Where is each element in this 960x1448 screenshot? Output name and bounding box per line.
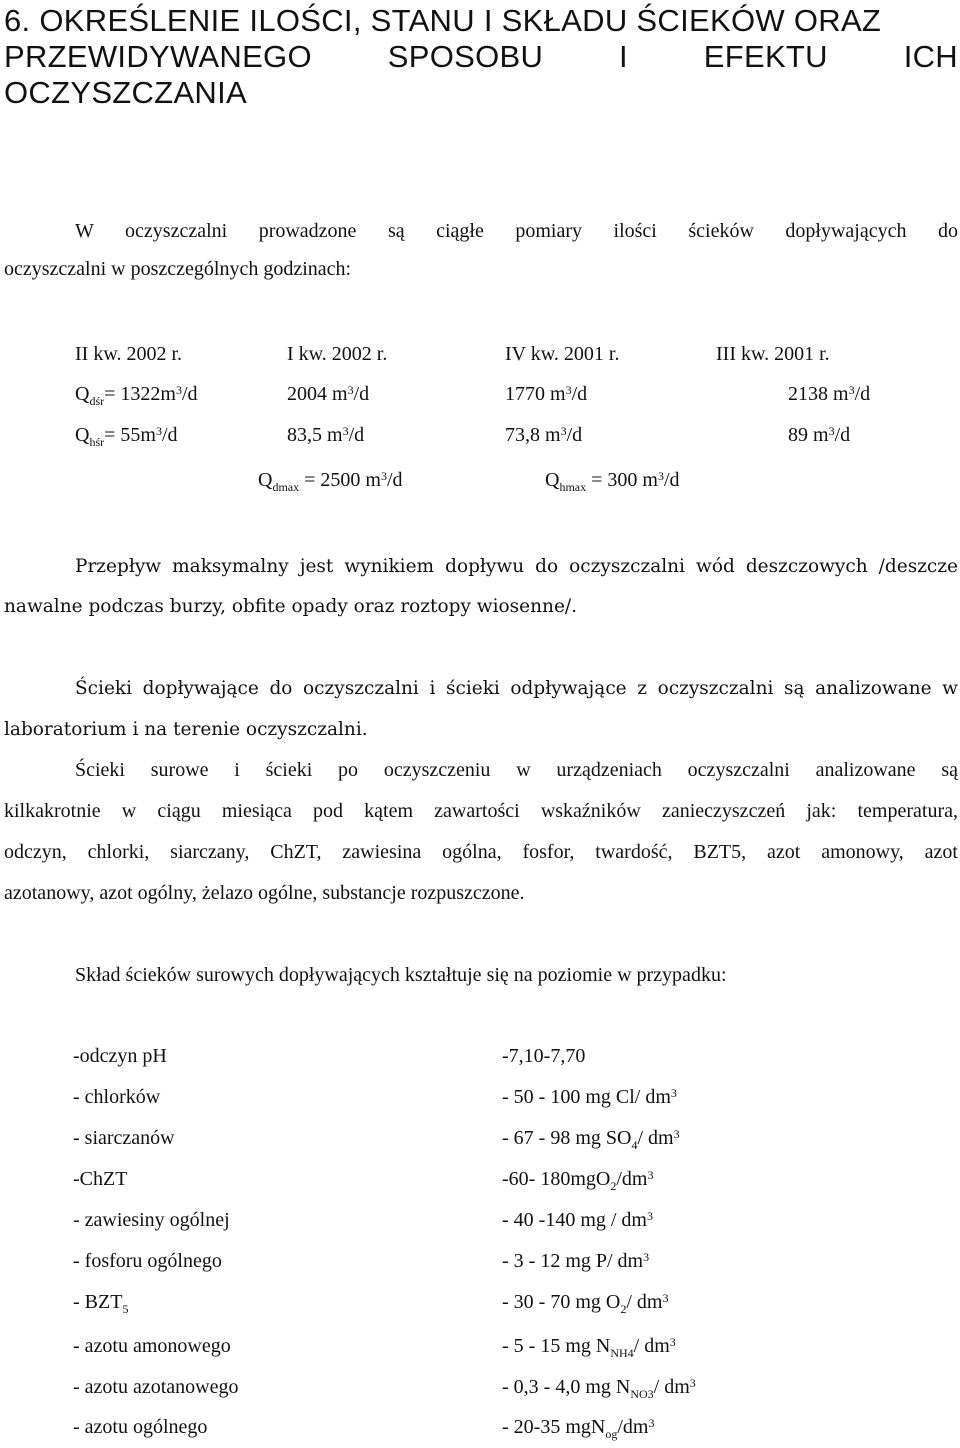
list-item-name: - azotu amonowego (73, 1335, 231, 1357)
list-item-value: - 30 - 70 mg $O_2/$ $dm^3$ (502, 1291, 669, 1316)
raw-sewage-line-2: kilkakrotnie w ciągu miesiąca pod kątem zawartości wskaźników zanieczyszczeń jak: temperatura, (4, 800, 958, 822)
heading-line-2: PRZEWIDYWANEGO SPOSOBU I EFEKTU ICH (4, 39, 958, 74)
q-daily-max: $Q_{dmax} = 2500$ $m^3/d$ (258, 469, 403, 494)
raw-sewage-line-1: Ścieki surowe i ścieki po oczyszczeniu w urządzeniach oczyszczalni analizowane są (75, 759, 958, 781)
q-daily-value-2: 2004 $m^3/d$ (287, 383, 370, 405)
q-hourly-value-2: 83,5 $m^3/d$ (287, 424, 365, 446)
q-hourly-value-3: 73,8 $m^3/d$ (505, 424, 583, 446)
quarter-4: III kw. 2001 r. (716, 343, 830, 365)
max-flow-line-1: Przepływ maksymalny jest wynikiem dopływu do oczyszczalni wód deszczowych /deszcze (75, 556, 958, 577)
list-item-name: - azotu ogólnego (73, 1416, 208, 1438)
q-hourly-value-4: 89 $m^3/d$ (788, 424, 851, 446)
list-item-value: - 0,3 - 4,0 mg $N_{NO3}/$ $dm^3$ (502, 1376, 696, 1401)
list-item-value: - 20-35 $mgN_{og}/dm^3$ (502, 1416, 655, 1441)
raw-sewage-line-3: odczyn, chlorki, siarczany, ChZT, zawiesina ogólna, fosfor, twardość, BZT5, azot amonowy, azot (4, 841, 958, 863)
lab-analysis-line-2: laboratorium i na terenie oczyszczalni. (4, 719, 368, 740)
list-item-value: - 50 - 100 mg Cl/ $dm^3$ (502, 1086, 677, 1108)
list-item-name: - siarczanów (73, 1127, 175, 1149)
heading-line-3: OCZYSZCZANIA (4, 75, 248, 110)
q-daily-value-3: 1770 $m^3/d$ (505, 383, 588, 405)
quarter-2: I kw. 2002 r. (287, 343, 388, 365)
list-item-name: - zawiesiny ogólnej (73, 1209, 230, 1231)
composition-intro: Skład ścieków surowych dopływających kształtuje się na poziomie w przypadku: (75, 964, 727, 986)
lab-analysis-line-1: Ścieki dopływające do oczyszczalni i ścieki odpływające z oczyszczalni są analizowane w (75, 678, 958, 699)
list-item-name: - fosforu ogólnego (73, 1250, 222, 1272)
q-daily-average: $Q_{dśr}= 1322m^3/d$ (75, 383, 198, 408)
list-item-value: - 3 - 12 mg P/ $dm^3$ (502, 1250, 650, 1272)
list-item-value: -7,10-7,70 (502, 1045, 586, 1067)
q-daily-value-4: 2138 $m^3/d$ (788, 383, 871, 405)
list-item-name: -odczyn pH (73, 1045, 167, 1067)
heading-line-1: 6. OKREŚLENIE ILOŚCI, STANU I SKŁADU ŚCIEKÓW ORAZ (4, 3, 882, 38)
quarter-3: IV kw. 2001 r. (505, 343, 620, 365)
intro-line-1: W oczyszczalni prowadzone są ciągłe pomiary ilości ścieków dopływających do (75, 220, 958, 242)
list-item-name: - $BZT_5$ (73, 1291, 129, 1316)
list-item-value: - 40 -140 mg / $dm^3$ (502, 1209, 653, 1231)
quarter-1: II kw. 2002 r. (75, 343, 183, 365)
max-flow-line-2: nawalne podczas burzy, obfite opady oraz roztopy wiosenne/. (4, 596, 578, 617)
list-item-value: - 5 - 15 mg $N_{NH4}/$ $dm^3$ (502, 1335, 676, 1360)
list-item-name: - azotu azotanowego (73, 1376, 239, 1398)
list-item-name: -ChZT (73, 1168, 128, 1190)
list-item-value: -60- $180mgO_2/dm^3$ (502, 1168, 654, 1193)
raw-sewage-line-4: azotanowy, azot ogólny, żelazo ogólne, substancje rozpuszczone. (4, 882, 525, 904)
list-item-value: - 67 - 98 mg $SO_4/$ $dm^3$ (502, 1127, 680, 1152)
q-hourly-average: $Q_{hśr}= 55m^3/d$ (75, 424, 178, 449)
q-hourly-max: $Q_{hmax} = 300$ $m^3/d$ (545, 469, 680, 494)
intro-line-2: oczyszczalni w poszczególnych godzinach: (4, 258, 352, 280)
list-item-name: - chlorków (73, 1086, 161, 1108)
